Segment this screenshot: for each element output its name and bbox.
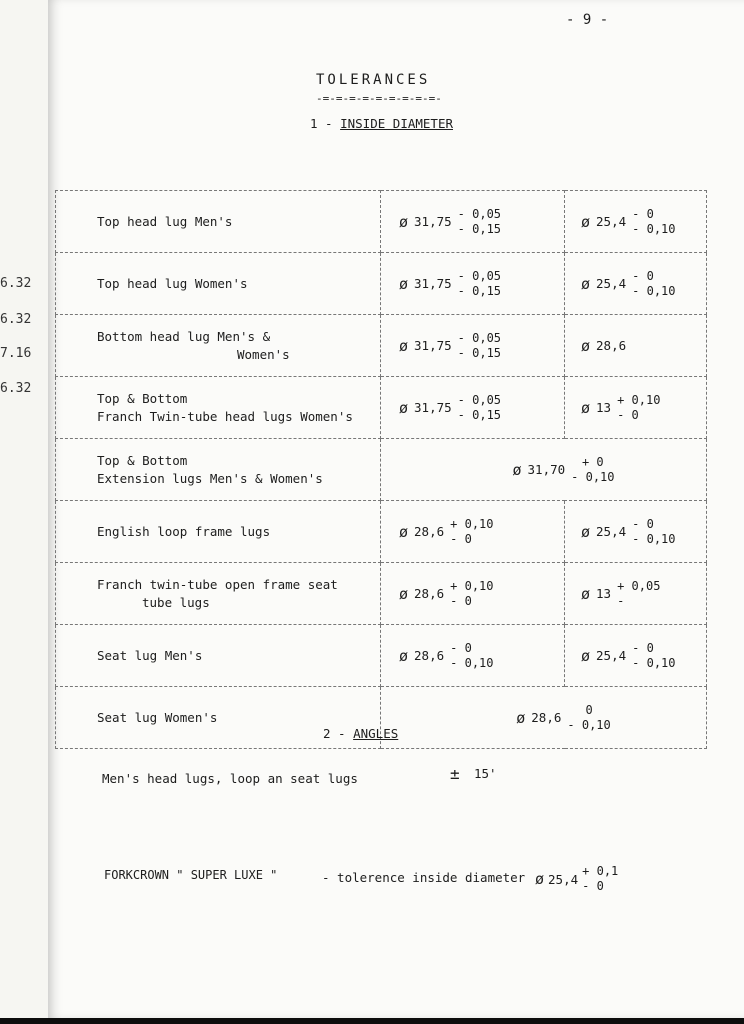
forkcrown-diameter: 25,4 [548,871,579,887]
tolerance-pair [458,331,501,361]
tolerance-upper: - 0,05 [457,330,502,345]
table-row [56,253,707,315]
title-underline: -=-=-=-=-=-=-=-=-=- [316,92,442,105]
nominal-diameter: 25,4 [596,524,627,539]
forkcrown-tolerances [582,864,618,894]
table-row [56,191,707,253]
diameter-value [581,393,660,423]
tolerance-pair [632,517,675,547]
table-row [56,501,707,563]
tolerance-pair [450,641,493,671]
section-heading-inside-diameter [310,116,453,131]
tolerance-pair [617,393,660,423]
diameter-symbol: ø [581,398,591,417]
lug-name [56,439,381,501]
table-row [56,377,707,439]
shared-tolerance-cell [381,439,707,501]
diameter-symbol: ø [581,212,591,231]
document-page [48,0,744,1018]
tolerance-lower: - 0,10 [450,655,494,670]
table-row [56,625,707,687]
tolerance-pair [567,703,610,733]
diameter-symbol: ø [399,646,409,665]
tolerance-upper: - 0,05 [457,206,502,221]
tolerance-pair [571,455,614,485]
diameter-symbol: ø [581,336,591,355]
lug-name [56,191,381,253]
page-number: - 9 - [566,12,609,28]
tolerance-cell-b [565,377,707,439]
angles-value: 15' [474,766,497,781]
diameter-value [581,517,676,547]
diameter-symbol: ø [535,870,545,888]
nominal-diameter: 31,75 [414,214,452,229]
diameter-symbol: ø [581,646,591,665]
diameter-symbol: ø [399,584,409,603]
tolerance-lower: - 0,10 [571,469,615,484]
tolerance-lower: - 0,15 [457,221,502,236]
section-number: 1 - [310,116,333,131]
tolerance-pair [632,207,675,237]
diameter-value [399,269,501,299]
tolerance-upper: + 0,10 [450,516,494,531]
nominal-diameter: 31,75 [414,276,452,291]
tolerance-upper: + 0 [581,454,604,469]
margin-number: 6.32 [0,381,32,396]
tolerance-pair [458,269,501,299]
tolerance-lower: - 0,10 [567,717,611,732]
tolerance-cell-a [381,315,565,377]
lug-name-line: tube lugs [142,594,210,610]
tolerance-cell-a [381,253,565,315]
diameter-symbol: ø [581,274,591,293]
tolerance-upper: - 0 [632,516,654,531]
facing-page [0,0,49,1024]
scan-edge [0,1018,744,1024]
tolerance-lower: - 0,15 [457,345,502,360]
lug-name [56,377,381,439]
table-row [56,315,707,377]
tolerance-pair [617,579,660,609]
diameter-symbol: ø [512,460,522,479]
diameter-value [399,207,501,237]
nominal-diameter: 25,4 [596,214,627,229]
diameter-value [399,579,494,609]
nominal-diameter: 28,6 [531,710,562,725]
diameter-value [399,393,501,423]
lug-name-line: Bottom head lug Men's & [97,328,271,344]
tolerance-cell-a [381,191,565,253]
lug-name [56,625,381,687]
nominal-diameter: 31,75 [414,338,452,353]
lug-name-line: Top head lug Women's [97,275,248,291]
table-row [56,563,707,625]
diameter-value [581,641,676,671]
tolerance-lower: - 0,15 [457,283,502,298]
tolerance-cell-b [565,563,707,625]
angles-label: Men's head lugs, loop an seat lugs [102,771,358,786]
tolerance-cell-b [565,253,707,315]
nominal-diameter: 28,6 [414,586,445,601]
lug-name [56,563,381,625]
forkcrown-label: FORKCROWN " SUPER LUXE " [104,868,278,882]
diameter-value [512,455,614,485]
margin-number: 6.32 [0,276,32,291]
tolerance-upper: + 0,05 [617,578,661,593]
diameter-symbol: ø [581,584,591,603]
page-title: TOLERANCES [316,72,431,88]
nominal-diameter: 13 [596,586,612,601]
tolerance-lower: - 0,15 [457,407,502,422]
section-title: ANGLES [353,726,399,741]
tolerance-lower: - 0 [450,593,472,608]
tolerance-upper: - 0,05 [457,392,502,407]
nominal-diameter: 13 [596,400,612,415]
tolerance-table [55,190,707,749]
tolerance-pair [632,641,675,671]
tolerance-cell-b [565,625,707,687]
diameter-symbol: ø [516,708,526,727]
tolerance-cell-b [565,191,707,253]
tolerance-upper: + 0,10 [450,578,494,593]
tolerance-lower: - [617,593,625,608]
diameter-symbol: ø [399,212,409,231]
tolerance-cell-b [565,315,707,377]
section-title: INSIDE DIAMETER [340,116,453,131]
lug-name-line: Seat lug Men's [97,647,203,663]
lug-name-line: Franch twin-tube open frame seat [97,576,338,592]
nominal-diameter: 25,4 [596,276,627,291]
diameter-value [581,207,676,237]
tolerance-cell-b [565,501,707,563]
forkcrown-value [535,864,618,894]
tolerance-cell-a [381,377,565,439]
tolerance-upper: - 0 [632,206,654,221]
lug-name-line: Women's [237,346,290,362]
tolerance-lower: - 0 [450,531,472,546]
tolerance-cell-a [381,625,565,687]
diameter-symbol: ø [399,398,409,417]
lug-name [56,253,381,315]
diameter-value [399,517,494,547]
table-row [56,439,707,501]
tolerance-lower: - 0,10 [632,283,676,298]
plus-minus-sign: ± [450,764,460,783]
tolerance-upper: - 0 [632,640,654,655]
margin-number: 7.16 [0,346,32,361]
nominal-diameter: 28,6 [414,648,445,663]
tolerance-lower: - 0 [582,879,604,893]
diameter-value [516,703,611,733]
tolerance-lower: - 0,10 [632,221,676,236]
lug-name-line: English loop frame lugs [97,523,271,539]
margin-number: 6.32 [0,312,32,327]
section-heading-angles [323,726,398,741]
diameter-symbol: ø [399,336,409,355]
lug-name-line: Top & Bottom [97,452,188,468]
tolerance-cell-a [381,563,565,625]
tolerance-upper: + 0,10 [617,392,661,407]
diameter-value [581,269,676,299]
lug-name [56,315,381,377]
diameter-symbol: ø [581,522,591,541]
tolerance-lower: - 0,10 [632,655,676,670]
diameter-value [581,579,660,609]
tolerance-pair [458,207,501,237]
tolerance-upper: + 0,1 [582,864,619,878]
tolerance-pair [450,579,493,609]
nominal-diameter: 28,6 [596,338,627,353]
tolerance-cell-a [381,501,565,563]
tolerance-pair [450,517,493,547]
lug-name-line: Franch Twin-tube head lugs Women's [97,408,353,424]
lug-name [56,501,381,563]
tolerance-lower: - 0 [617,407,639,422]
nominal-diameter: 31,75 [414,400,452,415]
tolerance-pair [458,393,501,423]
lug-name-line: Top & Bottom [97,390,188,406]
nominal-diameter: 25,4 [596,648,627,663]
tolerance-upper: - 0 [450,640,472,655]
forkcrown-text: - tolerence inside diameter [322,870,526,885]
nominal-diameter: 31,70 [527,462,566,477]
diameter-value [399,331,501,361]
tolerance-upper: - 0,05 [457,268,502,283]
diameter-symbol: ø [399,274,409,293]
shared-tolerance-cell [381,687,707,749]
lug-name-line: Extension lugs Men's & Women's [97,470,323,486]
tolerance-pair [632,269,675,299]
nominal-diameter: 28,6 [414,524,445,539]
diameter-value [399,641,494,671]
lug-name-line: Seat lug Women's [97,709,218,725]
tolerance-upper: 0 [585,702,593,717]
section-number: 2 - [323,726,346,741]
lug-name-line: Top head lug Men's [97,213,233,229]
tolerance-lower: - 0,10 [632,531,676,546]
diameter-value [581,337,626,355]
tolerance-upper: - 0 [632,268,654,283]
diameter-symbol: ø [399,522,409,541]
